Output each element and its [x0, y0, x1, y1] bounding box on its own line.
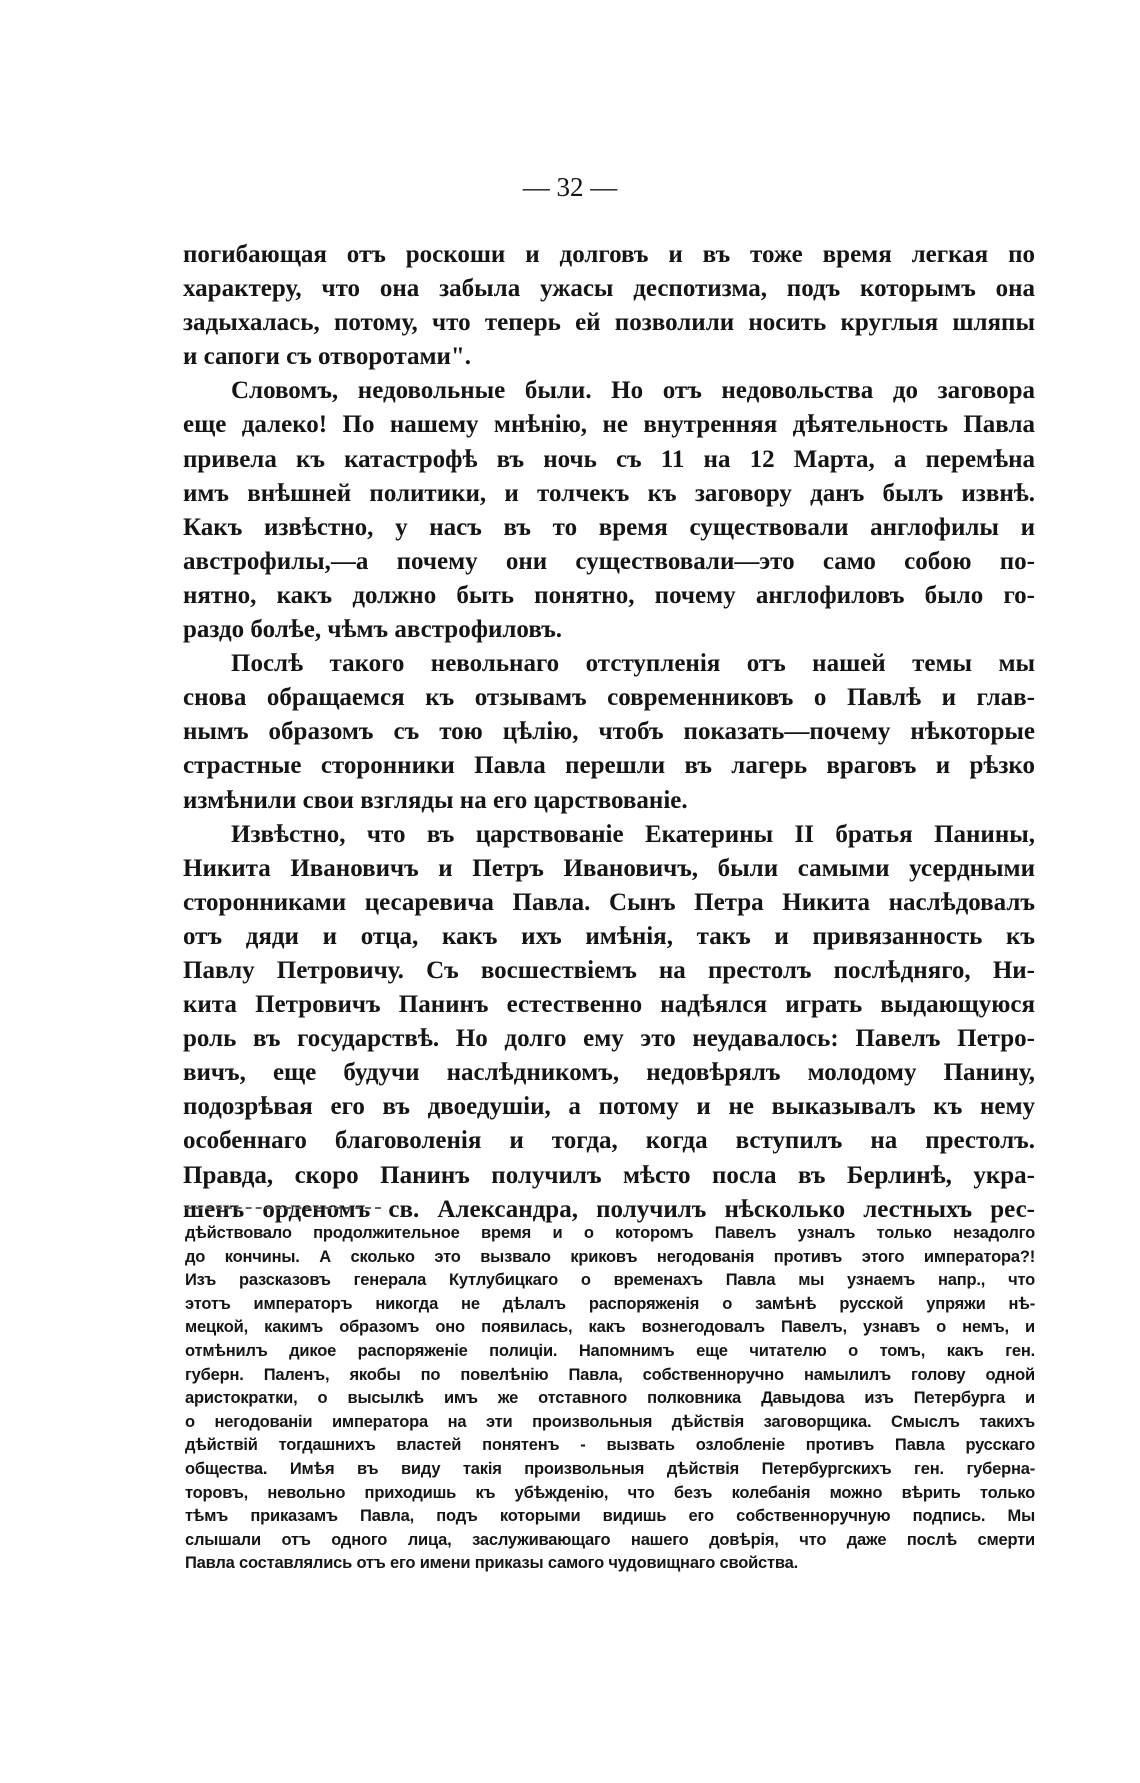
text-line: Павла составлялись отъ его имени приказы самого чудовищнаго свойства. [185, 1554, 798, 1573]
text-line: до кончины. А сколько это вызвало криковъ негодованія противъ этого императора?! [185, 1247, 1035, 1266]
text-line: мецкой, какимъ образомъ оно появилась, какъ вознегодовалъ Павелъ, узнавъ о немъ, и [185, 1318, 1035, 1337]
text-line: шенъ орденомъ св. Александра, получилъ нѣсколько лестныхъ рес- [183, 1195, 1035, 1223]
text-line: измѣнили свои взгляды на его царствованіе. [183, 786, 688, 814]
text-line: Словомъ, недовольные были. Но отъ недовольства до заговора [231, 377, 1035, 405]
text-line: дѣйствій тогдашнихъ властей понятенъ - вызвать озлобленіе противъ Павла русскаго [185, 1436, 1035, 1455]
text-line: тѣмъ приказамъ Павла, подъ которыми видишь его собственноручную подпись. Мы [185, 1507, 1035, 1526]
text-line: Извѣстно, что въ царствованіе Екатерины II братья Панины, [231, 820, 1035, 848]
text-line: имъ внѣшней политики, и толчекъ къ заговору данъ былъ извнѣ. [183, 479, 1035, 507]
text-line: аристократки, о высылкѣ имъ же отставного полковника Давыдова изъ Петербурга и [185, 1389, 1035, 1408]
text-line: погибающая отъ роскоши и долговъ и въ тоже время легкая по [183, 241, 1035, 268]
text-line: о негодованіи императора на эти произвольныя дѣйствія заговорщика. Смыслъ такихъ [185, 1412, 1035, 1431]
text-line: Павлу Петровичу. Съ восшествіемъ на престолъ послѣдняго, Ни- [183, 956, 1035, 984]
text-line: слышали отъ одного лица, заслуживающаго нашего довѣрія, что даже послѣ смерти [185, 1530, 1035, 1549]
text-line: нымъ образомъ съ тою цѣлію, чтобъ показать—почему нѣкоторые [183, 718, 1035, 746]
text-line: вичъ, еще будучи наслѣдникомъ, недовѣрялъ молодому Панину, [183, 1059, 1035, 1087]
text-line: задыхалась, потому, что теперь ей позволили носить круглыя шляпы [183, 309, 1035, 337]
text-line: раздо болѣе, чѣмъ австрофиловъ. [183, 616, 563, 644]
text-line: Послѣ такого невольнаго отступленія отъ нашей темы мы [231, 650, 1035, 678]
text-line: сторонниками цесаревича Павла. Сынъ Петра Никита наслѣдовалъ [183, 888, 1035, 916]
text-line: этотъ императоръ никогда не дѣлалъ распоряженія о замѣнѣ русской упряжи нѣ- [185, 1294, 1035, 1313]
text-line: общества. Имѣя въ виду такія произвольныя дѣйствія Петербургскихъ ген. губерна- [185, 1459, 1035, 1478]
text-line: еще далеко! По нашему мнѣнію, не внутренняя дѣятельность Павла [183, 411, 1035, 439]
text-line: характеру, что она забыла ужасы деспотизма, подъ которымъ она [183, 275, 1035, 303]
text-line: австрофилы,—а почему они существовали—это само собою по- [183, 547, 1035, 575]
footnote-separator [186, 1207, 381, 1209]
text-line: торовъ, невольно приходишь къ убѣжденію, что безъ колебанія можно вѣрить только [185, 1483, 1035, 1502]
text-line: Изъ разсказовъ генерала Кутлубицкаго о временахъ Павла мы узнаемъ напр., что [185, 1271, 1035, 1290]
text-line: привела къ катастрофѣ въ ночь съ 11 на 12 Марта, а перемѣна [183, 445, 1035, 473]
text-line: особеннаго благоволенія и тогда, когда вступилъ на престолъ. [183, 1127, 1035, 1155]
text-line: роль въ государствѣ. Но долго ему это неудавалось: Павелъ Петро- [183, 1025, 1035, 1053]
text-line: губерн. Паленъ, якобы по повелѣнію Павла, собственноручно намылилъ голову одной [185, 1365, 1035, 1384]
page-number: — 32 — [522, 172, 618, 202]
text-line: кита Петровичъ Панинъ естественно надѣялся играть выдающуюся [183, 991, 1035, 1019]
text-line: Правда, скоро Панинъ получилъ мѣсто посла въ Берлинѣ, укра- [183, 1161, 1035, 1189]
text-line: страстные сторонники Павла перешли въ лагерь враговъ и рѣзко [183, 752, 1035, 780]
text-line: нятно, какъ должно быть понятно, почему англофиловъ было го- [183, 581, 1035, 609]
footnote-text [185, 1222, 1035, 1576]
text-line: подозрѣвая его въ двоедушіи, а потому и не выказывалъ къ нему [183, 1093, 1035, 1121]
text-line: снова обращаемся къ отзывамъ современниковъ о Павлѣ и глав- [183, 684, 1035, 712]
text-line: отъ дяди и отца, какъ ихъ имѣнія, такъ и привязанность къ [183, 922, 1035, 950]
text-line: Никита Ивановичъ и Петръ Ивановичъ, были самыми усердными [183, 854, 1035, 882]
text-line: Какъ извѣстно, у насъ въ то время существовали англофилы и [183, 513, 1035, 541]
text-line: отмѣнилъ дикое распоряженіе полиціи. Напомнимъ еще читателю о томъ, какъ ген. [185, 1341, 1035, 1360]
text-line: и сапоги съ отворотами". [183, 343, 472, 371]
text-line: дѣйствовало продолжительное время и о которомъ Павелъ узналъ только незадолго [185, 1224, 1035, 1242]
main-text [183, 238, 1035, 1227]
